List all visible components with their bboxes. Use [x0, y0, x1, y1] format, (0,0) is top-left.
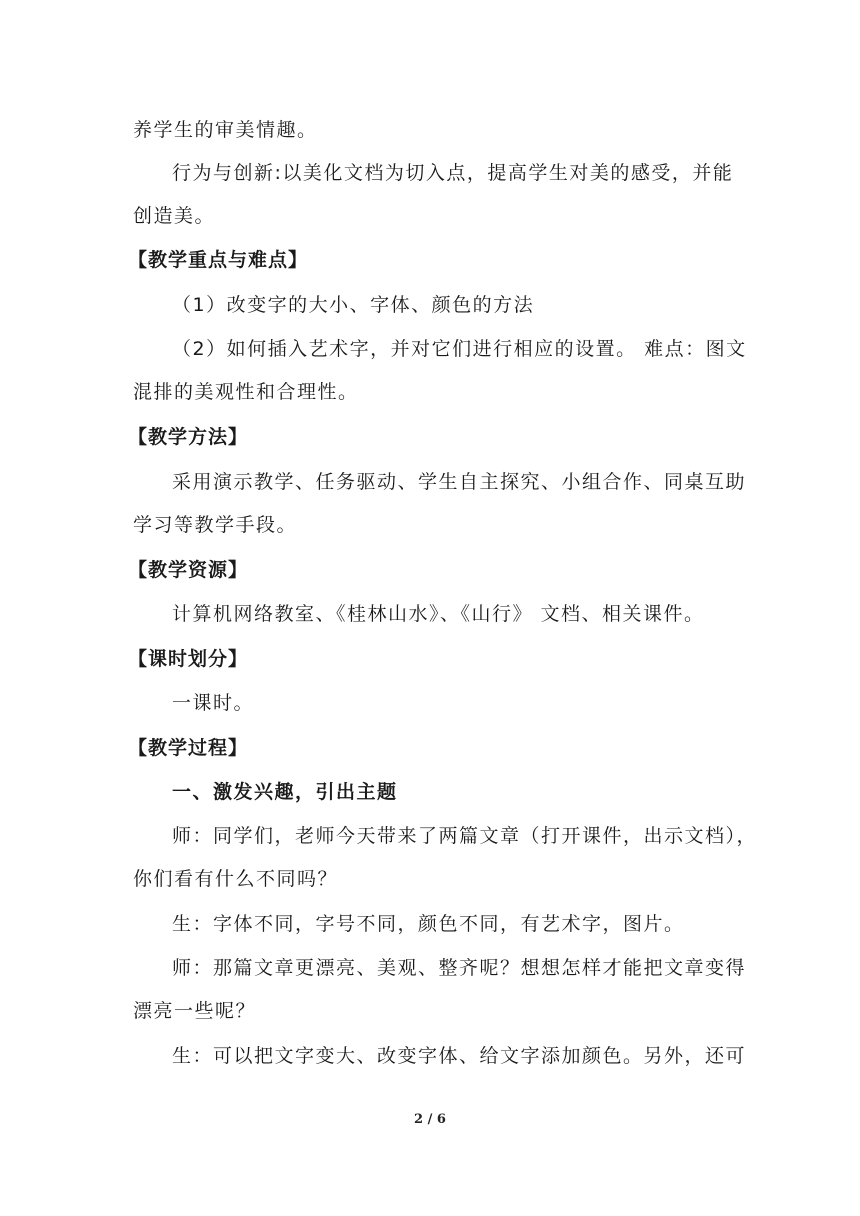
- paragraph-line: （2）如何插入艺术字，并对它们进行相应的设置。 难点：图文: [172, 338, 747, 360]
- section-heading-process: 【教学过程】: [128, 737, 249, 759]
- section-heading-schedule: 【课时划分】: [128, 648, 249, 670]
- paragraph-line: 混排的美观性和合理性。: [133, 381, 359, 403]
- paragraph-line: 师：那篇文章更漂亮、美观、整齐呢？想想怎样才能把文章变得: [172, 957, 747, 979]
- paragraph-line: 创造美。: [133, 205, 216, 227]
- paragraph-line: 计算机网络教室、《桂林山水》、《山行》 文档、相关课件。: [172, 603, 705, 625]
- paragraph-line: 学习等教学手段。: [133, 514, 298, 536]
- paragraph-line: 行为与创新:以美化文档为切入点，提高学生对美的感受，并能: [172, 162, 734, 184]
- paragraph-line: 采用演示教学、任务驱动、学生自主探究、小组合作、同桌互助: [172, 471, 747, 493]
- paragraph-line: 师：同学们，老师今天带来了两篇文章（打开课件，出示文档），: [172, 825, 758, 847]
- section-heading-methods: 【教学方法】: [128, 426, 249, 448]
- page-number: 2 / 6: [414, 1112, 446, 1127]
- paragraph-line: 生：可以把文字变大、改变字体、给文字添加颜色。另外，还可: [172, 1045, 747, 1067]
- sub-heading-step-one: 一、激发兴趣，引出主题: [172, 781, 398, 803]
- section-heading-key-points: 【教学重点与难点】: [128, 249, 309, 271]
- section-heading-resources: 【教学资源】: [128, 559, 249, 581]
- paragraph-line: （1）改变字的大小、字体、颜色的方法: [172, 294, 535, 316]
- paragraph-line: 漂亮一些呢？: [133, 1000, 257, 1022]
- paragraph-line: 养学生的审美情趣。: [133, 119, 318, 141]
- paragraph-line: 你们看有什么不同吗？: [133, 868, 339, 890]
- paragraph-line: 一课时。: [172, 692, 255, 714]
- paragraph-line: 生：字体不同，字号不同，颜色不同，有艺术字，图片。: [172, 913, 685, 935]
